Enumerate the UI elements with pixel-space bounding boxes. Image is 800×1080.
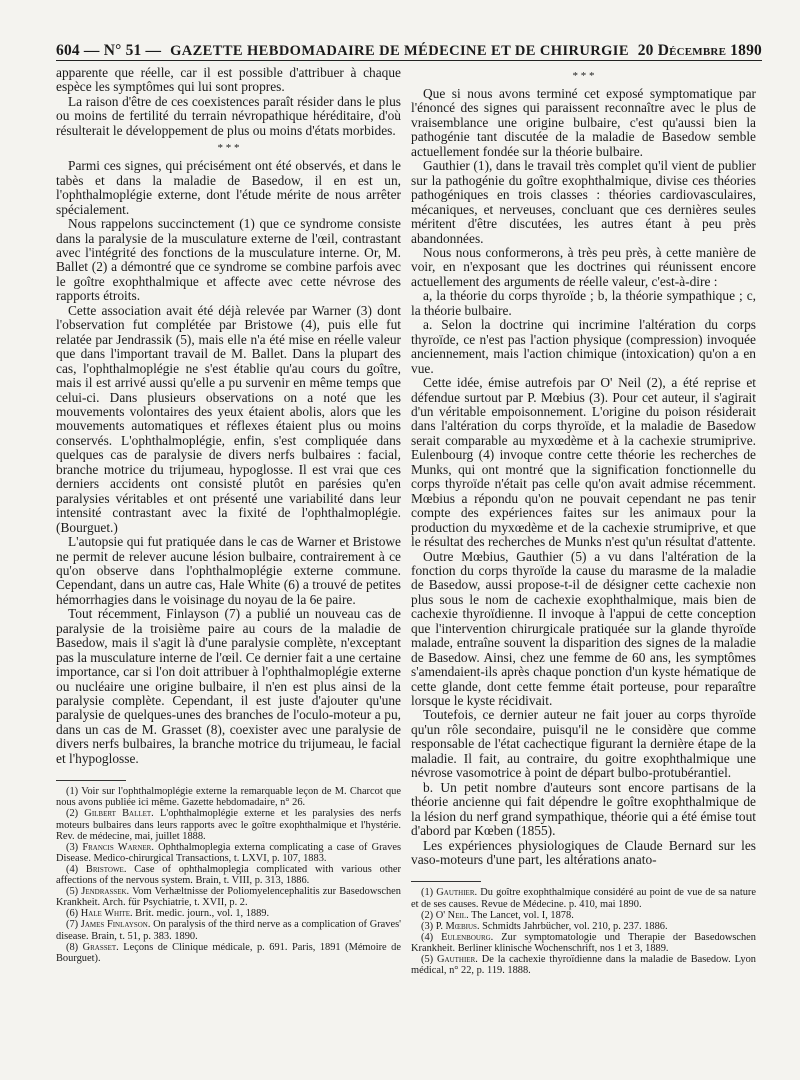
footnote-text: Case of ophthalmoplegia complicated with various other affections of the nervous system. Brain, t. VIII, p. 313, 1886.	[56, 863, 401, 887]
footnote	[56, 908, 401, 919]
page-number: 604 — N° 51 —	[56, 42, 162, 59]
page-header	[56, 38, 762, 61]
journal-title: GAZETTE HEBDOMADAIRE DE MÉDECINE ET DE CHIRURGIE	[170, 43, 629, 59]
footnote-text: On paralysis of the third nerve as a complication of Graves' disease. Brain, t. 51, p. 383. 1890.	[56, 919, 401, 942]
paragraph: La raison d'être de ces coexistences paraît résider dans le plus ou moins de fertilité du terrain névropathique héréditaire, d'où résulterait le développement de plus ou moins d'états morbides.	[56, 93, 401, 138]
paragraph: a. Selon la doctrine qui incrimine l'altération du corps thyroïde, ce n'est pas l'action physique (compression) invoquée anciennement, mais l'action chimique (intoxication) qu'on a en vue.	[411, 317, 756, 376]
footnote	[56, 942, 401, 964]
paragraph: apparente que réelle, car il est possible d'attribuer à chaque espèce les symptômes qui lui sont propres.	[56, 65, 401, 95]
footnote-text: Schmidts Jahrbücher, vol. 210, p. 237. 1886.	[479, 920, 668, 932]
issue-date: 20 Décembre 1890	[637, 42, 762, 59]
footnote	[56, 786, 401, 808]
footnotes	[411, 887, 756, 976]
left-column	[56, 66, 401, 964]
footnote	[56, 864, 401, 886]
footnote-text: Ophthalmoplegia externa complicating a case of Graves Disease. Medico-chirurgical Transactions, t. LXVI, p. 107, 1883.	[56, 841, 401, 864]
footnote-author: (2) Gilbert Ballet.	[66, 808, 154, 820]
footnote-author: (6) Hale White.	[66, 908, 133, 920]
footnote-author: (2) O' Neil.	[421, 909, 469, 921]
footnote-rule	[411, 881, 481, 882]
footnote-text: (1) Voir sur l'ophthalmoplégie externe la remarquable leçon de M. Charcot que nous avons publiée ici même. Gazette hebdomadaire, n° 26.	[56, 786, 401, 809]
paragraph: Gauthier (1), dans le travail très complet qu'il vient de publier sur la pathogénie du goître exophthalmique, divise ces théories pathogéniques en trois classes : théories cardiovasculaires, mécaniques, et nerveuses, concluant que ces dernières seules méritent d'être discutées, les autres étant à peu près abandonnées.	[411, 158, 756, 246]
footnote	[411, 954, 756, 976]
footnote-text: Leçons de Clinique médicale, p. 691. Paris, 1891 (Mémoire de Bourguet).	[56, 941, 401, 964]
right-column	[411, 66, 756, 976]
footnote-text: The Lancet, vol. I, 1878.	[468, 909, 574, 921]
paragraph: Nous nous conformerons, à très peu près, à cette manière de voir, en n'exposant que les doctrines qui réunissent encore actuellement des arguments de réelle valeur, c'est-à-dire :	[411, 244, 756, 289]
paragraph: Que si nous avons terminé cet exposé symptomatique par l'énoncé des signes qui paraissent reconnaître avec le plus de vraisemblance une origine bulbaire, c'est qu'aussi bien la pathogénie tant discutée de la maladie de Basedow semble actuellement fondée sur la théorie bulbaire.	[411, 86, 756, 159]
paragraph: a, la théorie du corps thyroïde ; b, la théorie sympathique ; c, la théorie bulbaire.	[411, 288, 756, 318]
footnote	[411, 910, 756, 921]
paragraph: Outre Mœbius, Gauthier (5) a vu dans l'altération de la fonction du corps thyroïde la cause du marasme de la maladie de Basedow, aussi propose-t-il de désigner cette cachexie non plus sous le nom de cachexie exophthalmique, mais bien de cachexie thyroïdienne. Il invoque à l'appui de cette conception que l'intervention chirurgicale pratiquée sur la glande thyroïde malade, entraîne souvent la disparition des signes de la maladie de Basedow. Ainsi, chez une femme de 60 ans, les symptômes s'amendaient-ils après chaque ponction d'un kyste hématique de cette glande, dont cette femme était porteuse, pour reparaître lorsque le kyste récidivait.	[411, 548, 756, 709]
paragraph: L'autopsie qui fut pratiquée dans le cas de Warner et Bristowe ne permit de relever aucune lésion bulbaire, contrairement à ce qu'on observe dans l'ophthalmoplégie externe commune. Cependant, dans un autre cas, Hale White (6) a trouvé de petites hémorrhagies dans le voisinage du noyau de la 6e paire.	[56, 534, 401, 607]
footnote-author: (4) Eulenbourg.	[421, 931, 494, 943]
paragraph: b. Un petit nombre d'auteurs sont encore partisans de la théorie ancienne qui fait dépendre le goître exophthalmique de la lésion du nerf grand sympathique, théorie qui a été émise tout d'abord par Kœben (1855).	[411, 779, 756, 839]
footnote	[56, 919, 401, 941]
footnote	[411, 932, 756, 954]
paragraph: Tout récemment, Finlayson (7) a publié un nouveau cas de paralysie de la troisième paire au cours de la maladie de Basedow, mais il s'agit là d'une paralysie complète, n'exceptant pas la musculature interne de l'œil. Ce dernier fait a une certaine importance, car si l'on doit attribuer à l'ophthalmoplégie externe ou nucléaire une origine bulbaire, il n'en est plus ainsi de la paralysie complète. Cependant, il est juste d'ajouter qu'une paralysie de quelques-unes des branches de l'oculo-moteur a pu, dans un cas de M. Grasset (8), coexister avec une paralysie de divers nerfs bulbaires, la branche motrice du trijumeau, le facial et l'hypoglosse.	[56, 606, 401, 766]
footnote-text: L'ophthalmoplégie externe et les paralysies des nerfs moteurs bulbaires dans leurs rapports avec le goître exophthalmique et l'hystérie. Rev. de médecine, mai, juillet 1888.	[56, 808, 401, 842]
footnote	[56, 808, 401, 841]
footnote-author: (5) Jendrassek.	[66, 886, 130, 898]
footnote-author: (7) James Finlayson.	[66, 919, 151, 931]
footnote-text: De la cachexie thyroïdienne dans la maladie de Basedow. Lyon médical, n° 22, p. 119. 1888.	[411, 954, 756, 977]
paragraph: Cette association avait été déjà relevée par Warner (3) dont l'observation fut complétée par Bristowe (4), puis elle fut relatée par Jendrassik (5), mais elle n'a été mise en réelle valeur que dans l'important travail de M. Ballet. Dans la plupart des cas, l'ophthalmoplégie ne s'est établie qu'au cours du goître, mais il est arrivé aussi qu'elle a pu survenir en même temps que celui-ci. Dans plusieurs observations on a noté que les mouvements volontaires des yeux étaient abolis, alors que les mouvements automatiques et réflexes étaient plus ou moins conservés. L'ophthalmoplégie, enfin, s'est compliquée dans quelques cas de paralysie de divers nerfs bulbaires : facial, branche motrice du trijumeau, hypoglosse. Il est vrai que ces derniers accidents ont consisté plutôt en parésies qu'en paralysies véritables et ont présenté une variabilité dans leur intensité contrastant avec la fixité de l'ophthalmoplégie. (Bourguet.)	[56, 302, 401, 535]
footnote	[411, 887, 756, 909]
paragraph: Parmi ces signes, qui précisément ont été observés, et dans le tabès et dans la maladie de Basedow, il en est un, l'ophthalmoplégie externe, dont l'étude mérite de nous arrêter spécialement.	[56, 158, 401, 217]
footnote-author: (4) Bristowe.	[66, 863, 127, 875]
paragraph: Les expériences physiologiques de Claude Bernard sur les vaso-moteurs d'une part, les altérations anato-	[411, 837, 756, 868]
footnote-author: (8) Grasset.	[66, 941, 119, 953]
footnote	[56, 842, 401, 864]
footnote-author: (1) Gauthier.	[421, 887, 478, 899]
paragraph: Toutefois, ce dernier auteur ne fait jouer au corps thyroïde qu'un rôle secondaire, puisqu'il ne le considère que comme responsable de l'état cachectique figurant la dernière étape de la maladie. Il fait, au contraire, du goitre exophthalmique une névrose vasomotrice à point de départ bulbo-protubérantiel.	[411, 707, 756, 781]
footnote-text: Vom Verhæltnisse der Poliomyelencephalitis zur Basedowschen Krankheit. Arch. für Psychiatrie, t. XVII, p. 2.	[56, 886, 401, 909]
footnote-rule	[56, 780, 126, 781]
paragraph: Cette idée, émise autrefois par O' Neil (2), a été reprise et défendue surtout par P. Mœbius (3). Pour cet auteur, il s'agirait d'un véritable empoisonnement. L'origine du poison résiderait dans l'altération du corps thyroïde, et la maladie de Basedow serait comparable au myxœdème et à la cachexie strumiprive. Eulenbourg (4) invoque contre cette théorie les recherches de Munks, qui ont montré que la signification fonctionnelle du corps thyroïde n'était pas celle qu'on avait admise récemment. Mœbius a répondu qu'on ne pouvait cependant ne pas tenir compte des expériences faites sur les animaux pour la production du myxœdème et de la cachexie strumiprive, et que le résultat des recherches de Munks n'est qu'un résultat d'attente.	[411, 375, 756, 550]
footnote-author: (5) Gauthier.	[421, 954, 478, 966]
footnote	[56, 886, 401, 908]
footnote-author: (3) P. Mœbius.	[421, 920, 480, 932]
footnote-text: Brit. medic. journ., vol. 1, 1889.	[132, 908, 270, 920]
footnote-author: (3) Francis Warner.	[66, 841, 154, 853]
section-separator: * * *	[217, 142, 240, 155]
footnote	[411, 921, 756, 932]
footnote-text: Zur symptomatologie und Therapie der Basedowschen Krankheit. Berliner klinische Wochenschrift, nos 1 et 3, 1889.	[411, 931, 756, 954]
paragraph: Nous rappelons succinctement (1) que ce syndrome consiste dans la paralysie de la musculature externe de l'œil, contrastant avec l'intégrité des fonctions de la musculature interne. Or, M. Ballet (2) a démontré que ce syndrome se combine parfois avec le goître exophthalmique et affecte avec cette névrose des rapports étroits.	[56, 216, 401, 304]
section-separator: * * *	[572, 70, 595, 82]
footnotes	[56, 786, 401, 964]
footnote-text: Du goître exophthalmique considéré au point de vue de sa nature et de ses causes. Revue de Médecine. p. 410, mai 1890.	[411, 887, 756, 910]
